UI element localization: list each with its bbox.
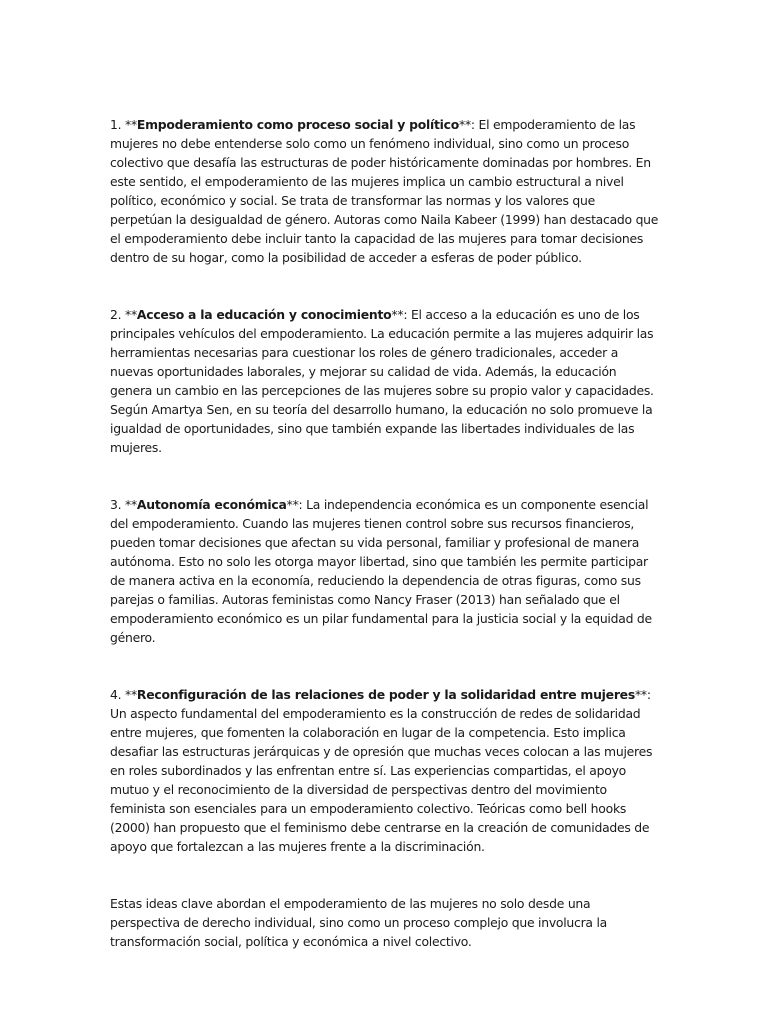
point-4-prefix: 4. ** [110, 687, 137, 702]
point-3-heading: Autonomía económica [136, 497, 287, 512]
point-1-heading: Empoderamiento como proceso social y político [136, 117, 460, 132]
point-4-body: Un aspecto fundamental del empoderamiento es la construcción de redes de solidaridad entre mujeres, que fomenten la colaboración en lugar de la competencia. Esto implica desafiar las estructuras jerárquicas y de opresión que muchas veces colocan a las mujeres en roles subordinados y las enfrentan entre sí. Las experiencias compartidas, el apoyo mutuo y el reconocimiento de la diversidad de perspectivas dentro del movimiento feminista son esenciales para un empoderamiento colectivo. Teóricas como bell hooks (2000) han propuesto que el feminismo debe centrarse en la creación de comunidades de apoyo que fortalezcan a las mujeres frente a la discriminación. [110, 706, 653, 854]
point-1-prefix: 1. ** [110, 117, 137, 132]
point-2-prefix: 2. ** [110, 307, 137, 322]
point-2-body: El acceso a la educación es uno de los principales vehículos del empoderamiento. La educación permite a las mujeres adquirir las herramientas necesarias para cuestionar los roles de género tradicionales, acceder a nuevas oportunidades laborales, y mejorar su calidad de vida. Además, la educación genera un cambio en las percepciones de las mujeres sobre su propio valor y capacidades. Según Amartya Sen, en su teoría del desarrollo humano, la educación no solo promueve la igualdad de oportunidades, sino que también expande las libertades individuales de las mujeres. [110, 307, 654, 455]
point-2 [110, 305, 660, 457]
point-1-suffix: **: [459, 117, 479, 132]
point-1 [110, 115, 660, 267]
point-3-body: La independencia económica es un componente esencial del empoderamiento. Cuando las mujeres tienen control sobre sus recursos financieros, pueden tomar decisiones que afectan su vida personal, familiar y profesional de manera autónoma. Esto no solo les otorga mayor libertad, sino que también les permite participar de manera activa en la economía, reduciendo la dependencia de otras figuras, como sus parejas o familias. Autoras feministas como Nancy Fraser (2013) han señalado que el empoderamiento económico es un pilar fundamental para la justicia social y la equidad de género. [110, 497, 652, 645]
point-4-heading: Reconfiguración de las relaciones de poder y la solidaridad entre mujeres [136, 687, 635, 702]
point-4 [110, 685, 660, 856]
document-page [110, 115, 660, 951]
point-3-suffix: **: [286, 497, 307, 512]
point-2-suffix: **: [391, 307, 411, 322]
closing-paragraph: Estas ideas clave abordan el empoderamiento de las mujeres no solo desde una perspectiva de derecho individual, sino como un proceso complejo que involucra la transformación social, política y económica a nivel colectivo. [110, 896, 607, 949]
point-3 [110, 495, 660, 647]
point-1-body: El empoderamiento de las mujeres no debe entenderse solo como un fenómeno individual, sino como un proceso colectivo que desafía las estructuras de poder históricamente dominadas por hombres. En este sentido, el empoderamiento de las mujeres implica un cambio estructural a nivel político, económico y social. Se trata de transformar las normas y los valores que perpetúan la desigualdad de género. Autoras como Naila Kabeer (1999) han destacado que el empoderamiento debe incluir tanto la capacidad de las mujeres para tomar decisiones dentro de su hogar, como la posibilidad de acceder a esferas de poder público. [110, 117, 659, 265]
point-2-heading: Acceso a la educación y conocimiento [136, 307, 392, 322]
point-4-suffix: **: [634, 687, 651, 702]
point-3-prefix: 3. ** [110, 497, 137, 512]
